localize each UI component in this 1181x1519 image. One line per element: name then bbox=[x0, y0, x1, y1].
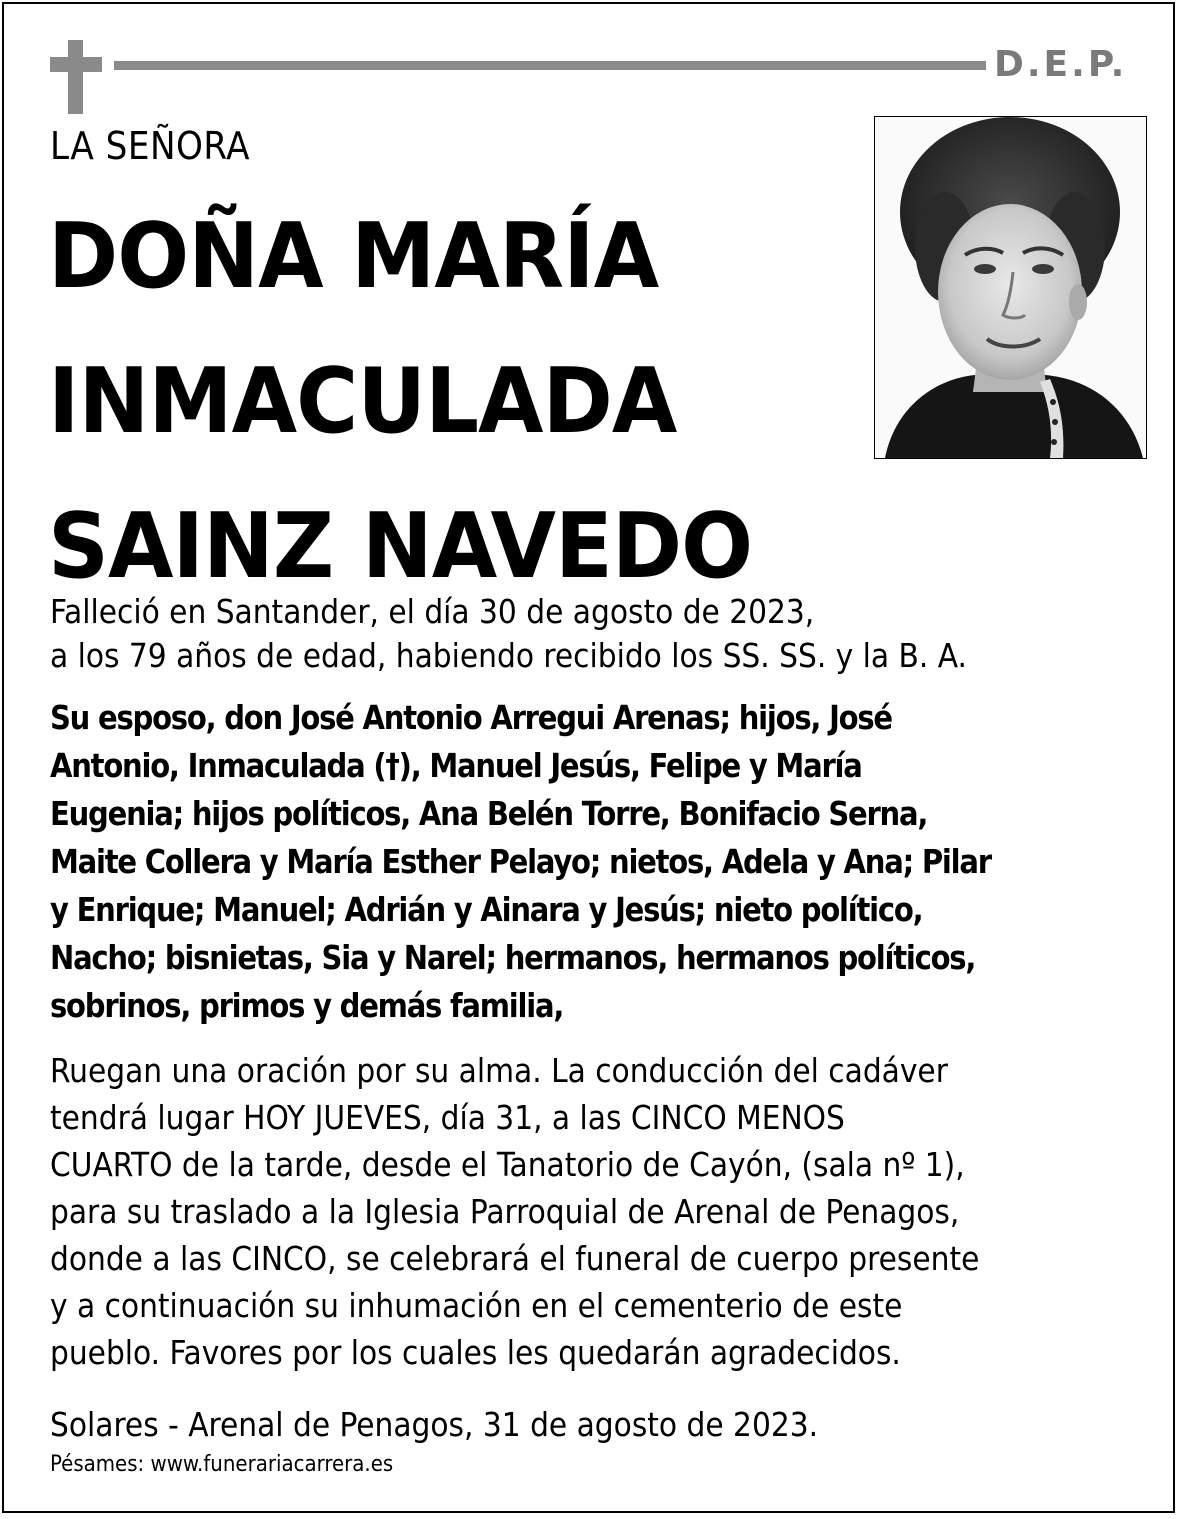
name-line: SAINZ NAVEDO bbox=[48, 494, 753, 599]
ceremony-details bbox=[50, 1047, 1130, 1376]
condolences-link[interactable]: Pésames: www.funerariacarrera.es bbox=[50, 1452, 394, 1477]
text-line: Ruegan una oración por su alma. La conducción del cadáver bbox=[50, 1051, 948, 1090]
text-line: CUARTO de la tarde, desde el Tanatorio de Cayón, (sala nº 1), bbox=[50, 1145, 965, 1184]
portrait-photo bbox=[874, 116, 1147, 459]
text-line: donde a las CINCO, se celebrará el funeral de cuerpo presente bbox=[50, 1239, 980, 1278]
text-line: Falleció en Santander, el día 30 de agosto de 2023, bbox=[50, 592, 815, 631]
text-line: tendrá lugar HOY JUEVES, día 31, a las CINCO MENOS bbox=[50, 1098, 845, 1137]
text-line: a los 79 años de edad, habiendo recibido los SS. SS. y la B. A. bbox=[50, 636, 967, 675]
text-line: y a continuación su inhumación en el cementerio de este bbox=[50, 1286, 903, 1325]
obituary-notice bbox=[2, 2, 1175, 1513]
dep-label: D.E.P. bbox=[994, 44, 1128, 85]
name-line: INMACULADA bbox=[48, 349, 677, 454]
name-line: DOÑA MARÍA bbox=[48, 204, 659, 309]
text-line: Antonio, Inmaculada (†), Manuel Jesús, Felipe y María bbox=[50, 746, 862, 785]
text-line: sobrinos, primos y demás familia, bbox=[50, 986, 564, 1025]
deceased-prefix: LA SEÑORA bbox=[50, 124, 251, 168]
place-date: Solares - Arenal de Penagos, 31 de agosto de 2023. bbox=[50, 1405, 819, 1444]
text-line: para su traslado a la Iglesia Parroquial de Arenal de Penagos, bbox=[50, 1192, 960, 1231]
text-line: Maite Collera y María Esther Pelayo; nietos, Adela y Ana; Pilar bbox=[50, 842, 991, 881]
header-rule bbox=[114, 61, 986, 70]
text-line: pueblo. Favores por los cuales les quedarán agradecidos. bbox=[50, 1333, 901, 1372]
death-info bbox=[50, 590, 1130, 678]
family-list bbox=[50, 694, 1000, 1030]
text-line: Nacho; bisnietas, Sia y Narel; hermanos, hermanos políticos, bbox=[50, 938, 976, 977]
text-line: y Enrique; Manuel; Adrián y Ainara y Jesús; nieto político, bbox=[50, 890, 923, 929]
text-line: Eugenia; hijos políticos, Ana Belén Torre, Bonifacio Serna, bbox=[50, 794, 928, 833]
text-line: Su esposo, don José Antonio Arregui Arenas; hijos, José bbox=[50, 698, 892, 737]
deceased-name bbox=[48, 184, 752, 619]
